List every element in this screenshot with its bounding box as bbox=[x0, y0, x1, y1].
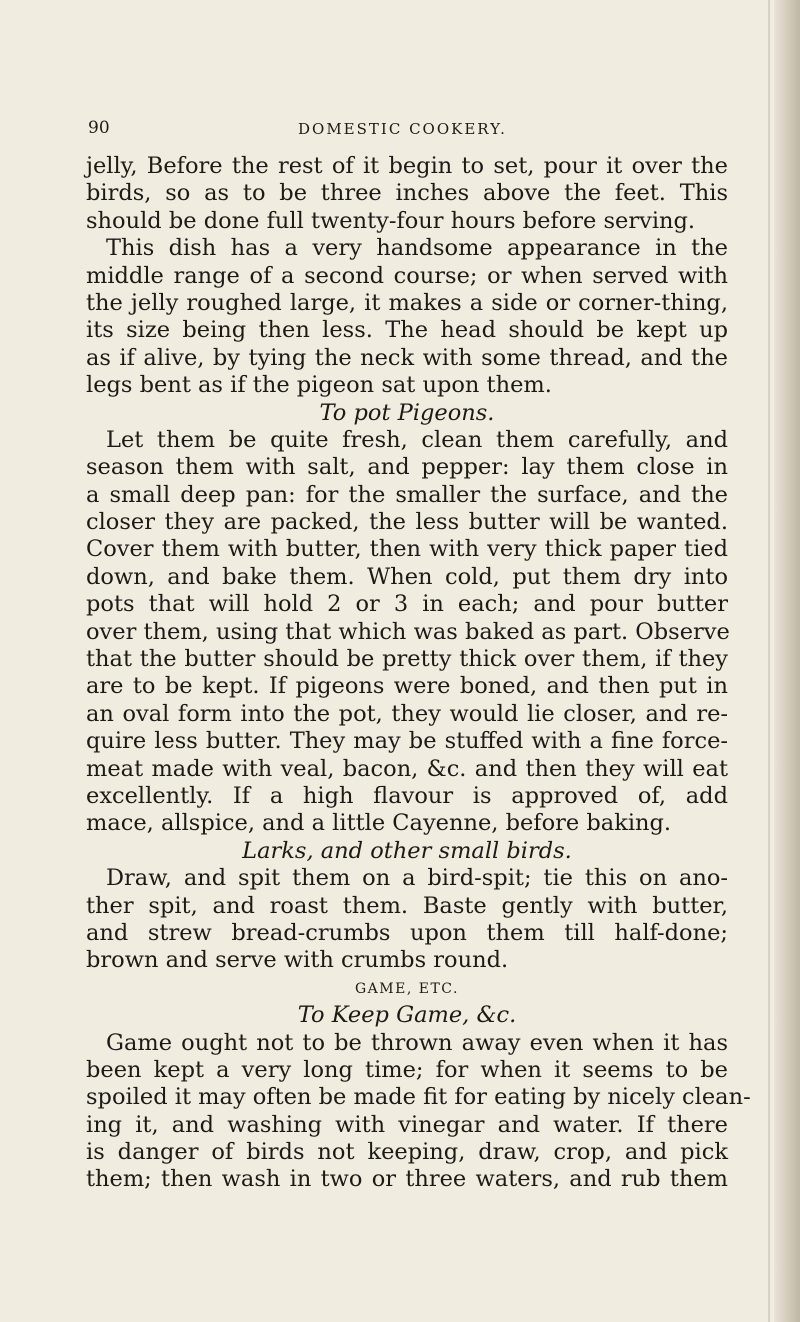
text-line: been kept a very long time; for when it seems to be bbox=[86, 1056, 728, 1083]
text-line: Let them be quite fresh, clean them carefully, and bbox=[106, 426, 728, 453]
text-line: an oval form into the pot, they would lie closer, and re- bbox=[86, 700, 728, 727]
text-line: mace, allspice, and a little Cayenne, before baking. bbox=[86, 810, 672, 837]
text-line: should be done full twenty-four hours before serving. bbox=[86, 207, 696, 234]
text-line: spoiled it may often be made fit for eating by nicely clean- bbox=[86, 1084, 751, 1111]
page-header bbox=[88, 118, 728, 148]
text-line: meat made with veal, bacon, &c. and then they will eat bbox=[86, 755, 728, 782]
text-line: and strew bread-crumbs upon them till half-done; bbox=[86, 919, 728, 946]
text-line: its size being then less. The head should be kept up bbox=[86, 317, 728, 344]
text-line: brown and serve with crumbs round. bbox=[86, 947, 509, 974]
running-head: DOMESTIC COOKERY. bbox=[298, 120, 507, 138]
text-line: season them with salt, and pepper: lay them close in bbox=[86, 454, 728, 481]
text-line: quire less butter. They may be stuffed with a fine force- bbox=[86, 728, 728, 755]
page-edge bbox=[774, 0, 800, 1322]
text-line: as if alive, by tying the neck with some thread, and the bbox=[86, 344, 728, 371]
text-line: Draw, and spit them on a bird-spit; tie this on ano- bbox=[106, 865, 728, 892]
page-edge-shadow bbox=[768, 0, 770, 1322]
text-line: that the butter should be pretty thick over them, if they bbox=[86, 646, 728, 673]
text-line: closer they are packed, the less butter will be wanted. bbox=[86, 509, 728, 536]
text-line: ther spit, and roast them. Baste gently with butter, bbox=[86, 892, 728, 919]
recipe-heading: To Keep Game, &c. bbox=[297, 1002, 517, 1029]
text-line: excellently. If a high flavour is approved of, add bbox=[86, 782, 728, 809]
text-line: a small deep pan: for the smaller the surface, and the bbox=[86, 481, 728, 508]
text-line: legs bent as if the pigeon sat upon them. bbox=[86, 372, 552, 399]
text-line: Game ought not to be thrown away even when it has bbox=[106, 1029, 728, 1056]
recipe-heading: Larks, and other small birds. bbox=[242, 837, 572, 864]
text-line: birds, so as to be three inches above the feet. This bbox=[86, 180, 728, 207]
text-line: Cover them with butter, then with very thick paper tied bbox=[86, 536, 728, 563]
page-number: 90 bbox=[88, 118, 110, 138]
text-line: ing it, and washing with vinegar and water. If there bbox=[86, 1111, 728, 1138]
text-line: them; then wash in two or three waters, and rub them bbox=[86, 1166, 728, 1193]
text-line: This dish has a very handsome appearance in the bbox=[106, 235, 728, 262]
text-line: middle range of a second course; or when served with bbox=[86, 262, 728, 289]
section-heading: GAME, ETC. bbox=[355, 980, 459, 997]
text-line: are to be kept. If pigeons were boned, and then put in bbox=[86, 673, 728, 700]
text-line: jelly, Before the rest of it begin to set, pour it over the bbox=[86, 153, 728, 179]
body-text bbox=[86, 153, 751, 1194]
text-line: down, and bake them. When cold, put them dry into bbox=[86, 563, 728, 590]
text-line: pots that will hold 2 or 3 in each; and pour butter bbox=[86, 591, 728, 618]
recipe-heading: To pot Pigeons. bbox=[319, 399, 495, 426]
text-line: is danger of birds not keeping, draw, crop, and pick bbox=[86, 1139, 728, 1166]
text-line: the jelly roughed large, it makes a side or corner-thing, bbox=[86, 289, 728, 316]
text-line: over them, using that which was baked as part. Observe bbox=[86, 618, 730, 645]
